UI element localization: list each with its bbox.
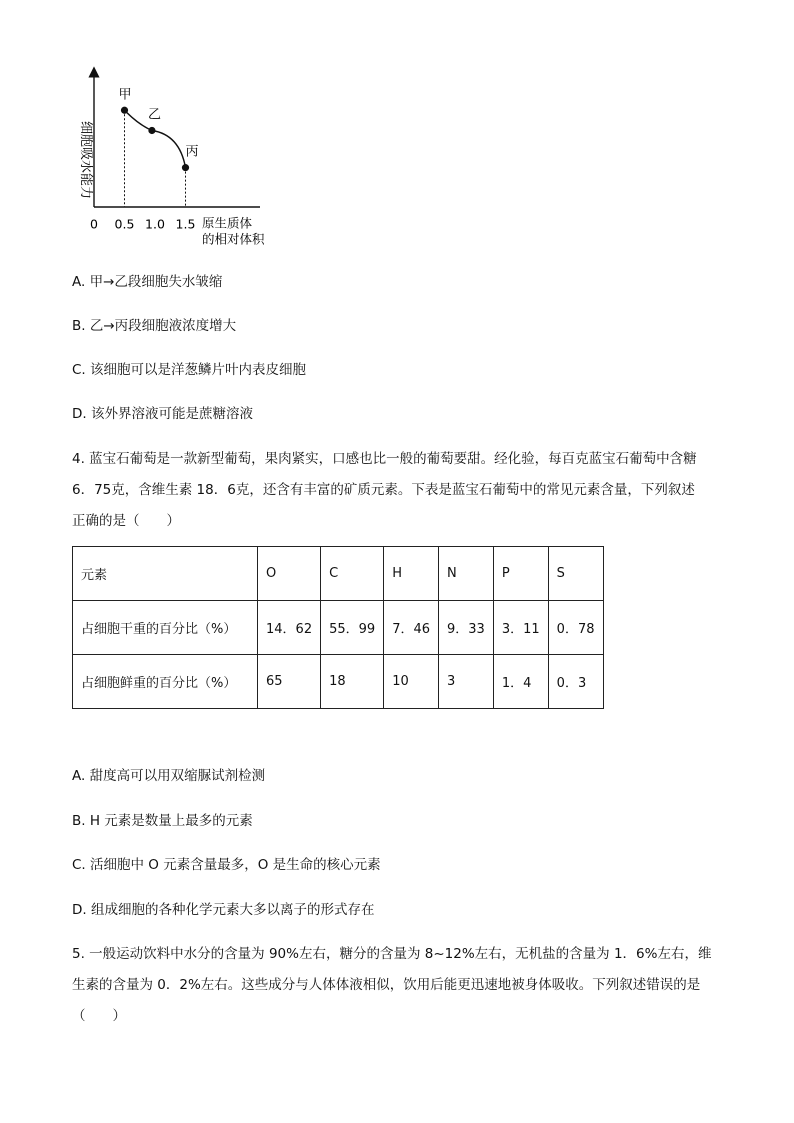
chart-marks [115, 87, 199, 231]
table-cell: 18 [321, 655, 384, 709]
table-header-cell: O [258, 547, 321, 601]
q3-option-c: C. 该细胞可以是洋葱鳞片叶内表皮细胞 [72, 362, 307, 378]
table-cell: 0．3 [548, 655, 603, 709]
point-label: 乙 [147, 107, 161, 123]
q5-stem-line-2: 生素的含量为 0．2%左右。这些成分与人体体液相似，饮用后能更迅速地被身体吸收。下列叙述错误的是 [72, 977, 701, 993]
point-label: 甲 [118, 87, 132, 103]
q3-option-b: B. 乙→丙段细胞液浓度增大 [72, 318, 237, 334]
table-header-cell: N [439, 547, 494, 601]
q4-stem-line-2: 6．75克，含维生素 18．6克，还含有丰富的矿质元素。下表是蓝宝石葡萄中的常见元素含量，下列叙述 [72, 482, 695, 498]
chart-svg [60, 60, 300, 250]
y-axis-label: 细胞吸水能力 [78, 120, 93, 200]
q4-stem-line-3: 正确的是（ ） [72, 513, 180, 529]
q4-option-c: C. 活细胞中 O 元素含量最多，O 是生命的核心元素 [72, 857, 381, 873]
absorption-chart [60, 60, 300, 250]
table-cell: 占细胞鲜重的百分比（%） [73, 655, 258, 709]
x-tick-label: 1.5 [175, 216, 196, 232]
table-cell: 7．46 [384, 601, 439, 655]
origin-label: 0 [90, 216, 98, 232]
table-header-cell: S [548, 547, 603, 601]
q5-stem-line-1: 5. 一般运动饮料中水分的含量为 90%左右，糖分的含量为 8~12%左右，无机盐的含量为 1．6%左右，维 [72, 946, 712, 962]
table-cell: 65 [258, 655, 321, 709]
table-header-cell: 元素 [73, 547, 258, 601]
table-row [73, 601, 604, 655]
x-tick-label: 0.5 [114, 216, 135, 232]
table-header-cell: H [384, 547, 439, 601]
table-header-row [73, 547, 604, 601]
table-row [73, 655, 604, 709]
data-point [182, 164, 189, 171]
x-axis-label-line1: 原生质体 [202, 215, 253, 231]
table-cell: 3．11 [493, 601, 548, 655]
q3-option-a: A. 甲→乙段细胞失水皱缩 [72, 274, 223, 290]
table-cell: 1．4 [493, 655, 548, 709]
q4-stem-line-1: 4. 蓝宝石葡萄是一款新型葡萄，果肉紧实，口感也比一般的葡萄要甜。经化验，每百克蓝宝石葡萄中含糖 [72, 451, 697, 467]
table-cell: 10 [384, 655, 439, 709]
table-cell: 0．78 [548, 601, 603, 655]
element-content-table [72, 546, 604, 709]
table-cell: 9．33 [439, 601, 494, 655]
table-header-cell: P [493, 547, 548, 601]
q3-option-d: D. 该外界溶液可能是蔗糖溶液 [72, 406, 253, 422]
data-point [121, 107, 128, 114]
point-label: 丙 [185, 144, 199, 160]
q4-option-d: D. 组成细胞的各种化学元素大多以离子的形式存在 [72, 902, 375, 918]
x-axis-label-line2: 的相对体积 [202, 231, 265, 247]
q4-option-a: A. 甜度高可以用双缩脲试剂检测 [72, 768, 266, 784]
table-cell: 14．62 [258, 601, 321, 655]
q4-option-b: B. H 元素是数量上最多的元素 [72, 813, 253, 829]
x-tick-label: 1.0 [145, 216, 165, 232]
table-cell: 占细胞干重的百分比（%） [73, 601, 258, 655]
q5-stem-line-3: （ ） [72, 1008, 126, 1024]
table-cell: 3 [439, 655, 494, 709]
table-cell: 55．99 [321, 601, 384, 655]
data-point [148, 127, 155, 134]
table-header-cell: C [321, 547, 384, 601]
